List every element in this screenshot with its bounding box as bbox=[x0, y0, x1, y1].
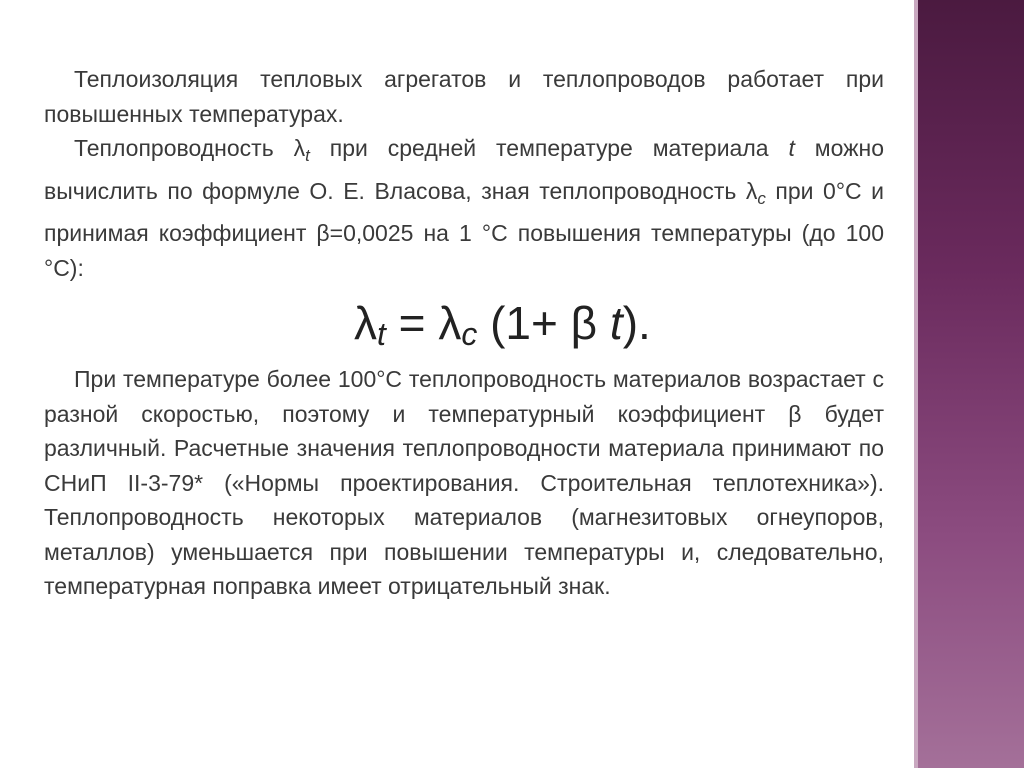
formula-open: (1+ β bbox=[477, 297, 610, 349]
formula-t: t bbox=[609, 297, 623, 349]
formula-close: ). bbox=[622, 297, 651, 349]
p2-text-3: можно вычислить по формуле О. Е. Власова, зная теплопроводность λ bbox=[44, 135, 884, 204]
decorative-side-band bbox=[914, 0, 1024, 768]
vlasov-formula bbox=[44, 291, 884, 360]
p2-text-2: при средней температуре материала bbox=[309, 135, 789, 161]
p2-sub-t: t bbox=[305, 146, 310, 165]
slide-content bbox=[44, 62, 884, 604]
p2-text-1: Теплопроводность λ bbox=[74, 135, 306, 161]
formula-lambda: λ bbox=[354, 297, 377, 349]
p2-sub-c: c bbox=[757, 188, 766, 208]
paragraph-3: При температуре более 100°С теплопроводность материалов возрастает с разной скоростью, поэтому и температурный коэффициент β будет различный. Расчетные значения теплопроводности материала принимают по СНиП II-3-79* («Нормы проектирования. Строительная теплотехника»). Теплопроводность некоторых материалов (магнезитовых огнеупоров, металлов) уменьшается при повышении температуры и, следовательно, температурная поправка имеет отрицательный знак. bbox=[44, 366, 884, 599]
paragraph-2 bbox=[44, 131, 884, 285]
p2-text-4: при 0°С и принимая коэффициент β=0,0025 на 1 °С повышения температуры (до 100 °С): bbox=[44, 177, 884, 281]
formula-sub-c: c bbox=[461, 316, 478, 352]
paragraph-1: Теплоизоляция тепловых агрегатов и теплопроводов работает при повышенных температурах. bbox=[44, 66, 884, 127]
p2-var-t: t bbox=[788, 135, 795, 161]
formula-equals-lambda: = λ bbox=[385, 297, 462, 349]
formula-sub-t: t bbox=[377, 316, 386, 352]
